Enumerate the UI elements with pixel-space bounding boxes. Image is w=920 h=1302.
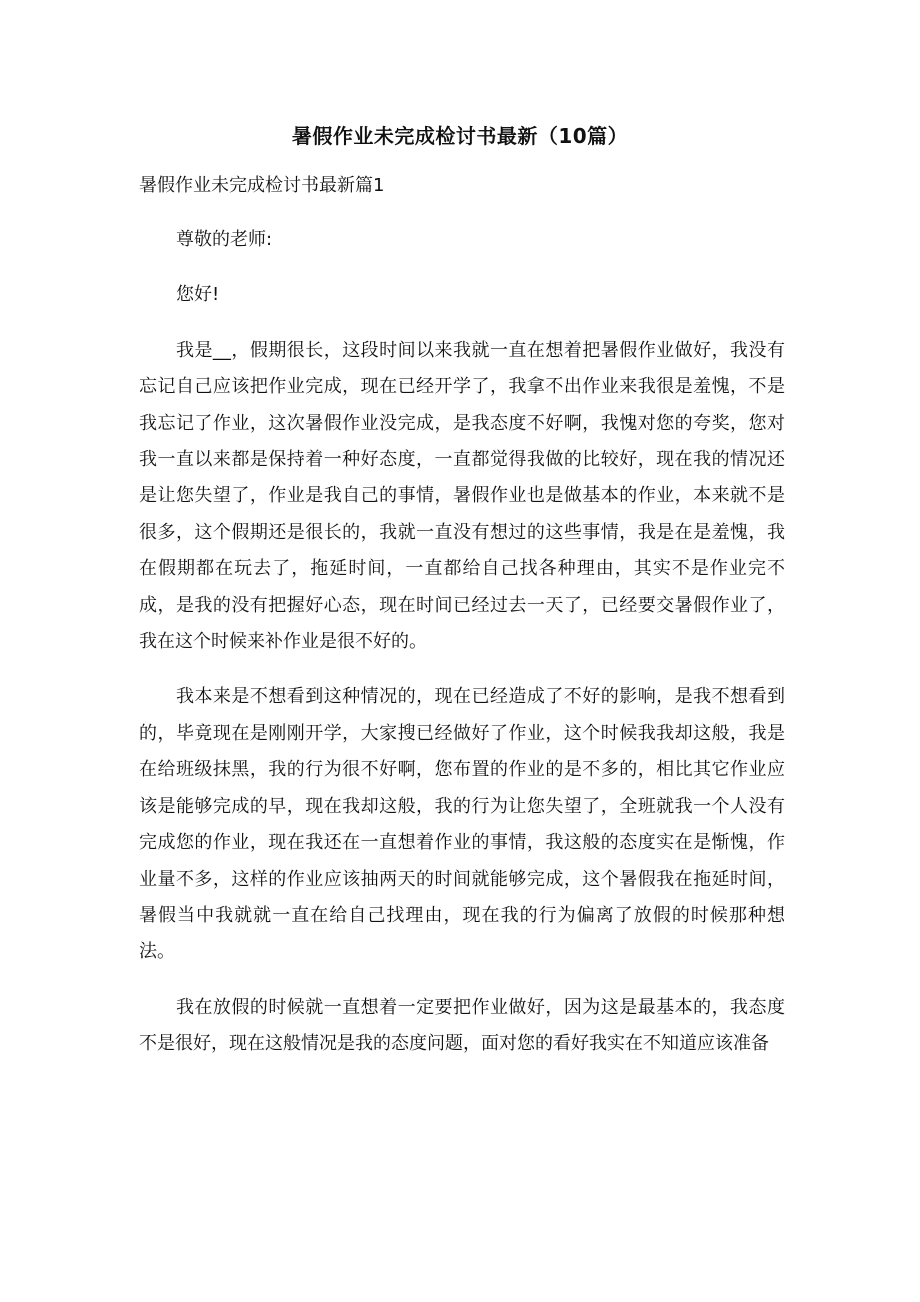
document-title: 暑假作业未完成检讨书最新（10篇） (291, 124, 629, 148)
greeting: 您好! (176, 284, 220, 306)
salutation: 尊敬的老师: (176, 229, 273, 250)
section-heading: 暑假作业未完成检讨书最新篇1 (139, 175, 385, 196)
paragraph: 我在放假的时候就一直想着一定要把作业做好，因为这是最基本的，我态度不是很好，现在这般情况是我的态度问题，面对您的看好我实在不知道应该准备 (139, 996, 785, 1055)
paragraph: 我是__，假期很长，这段时间以来我就一直在想着把暑假作业做好，我没有忘记自己应该把作业完成，现在已经开学了，我拿不出作业来我很是羞愧，不是我忘记了作业，这次暑假作业没完成，是我态度不好啊，我愧对您的夸奖，您对我一直以来都是保持着一种好态度，一直都觉得我做的比较好，现在我的情况还是让您失望了，作业是我自己的事情，暑假作业也是做基本的作业，本来就不是很多，这个假期还是很长的，我就一直没有想过的这些事情，我是在是羞愧，我在假期都在玩去了，拖延时间，一直都给自己找各种理由，其实不是作业完不成，是我的没有把握好心态，现在时间已经过去一天了，已经要交暑假作业了，我在这个时候来补作业是很不好的。 (139, 339, 785, 653)
paragraph: 我本来是不想看到这种情况的，现在已经造成了不好的影响，是我不想看到的，毕竟现在是刚刚开学，大家搜已经做好了作业，这个时候我我却这般，我是在给班级抹黑，我的行为很不好啊，您布置的作业的是不多的，相比其它作业应该是能够完成的早，现在我却这般，我的行为让您失望了，全班就我一个人没有完成您的作业，现在我还在一直想着作业的事情，我这般的态度实在是惭愧，作业量不多，这样的作业应该抽两天的时间就能够完成，这个暑假我在拖延时间，暑假当中我就就一直在给自己找理由，现在我的行为偏离了放假的时候那种想法。 (139, 686, 785, 963)
letter-body (139, 222, 785, 1082)
